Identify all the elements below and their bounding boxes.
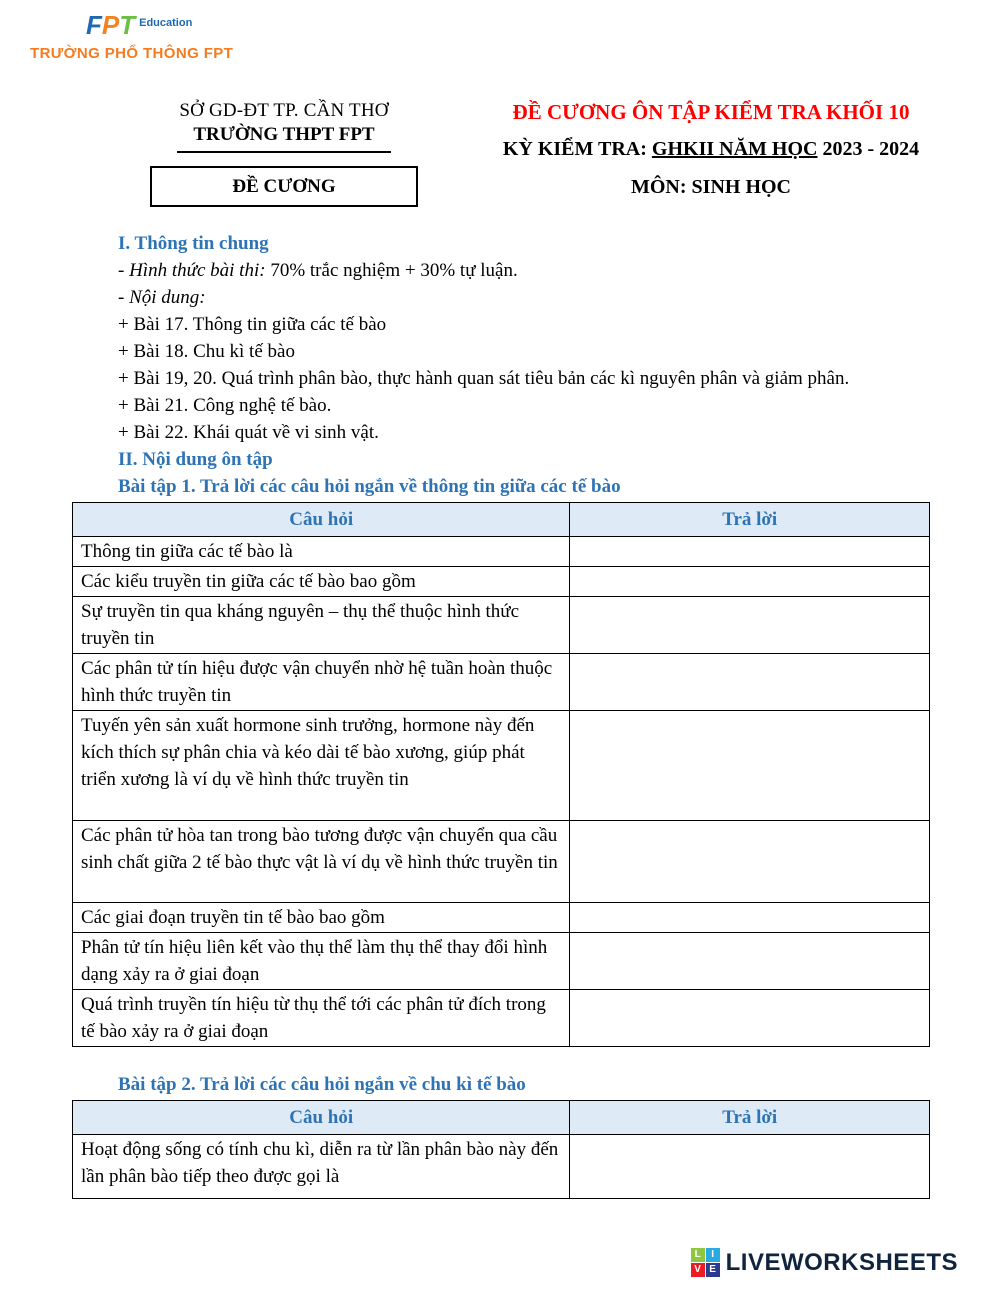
fpt-logo [86,10,233,38]
question-cell: Hoạt động sống có tính chu kì, diễn ra từ lần phân bào này đến lần phân bào tiếp theo được gọi là [73,1135,570,1199]
question-column-header: Câu hỏi [73,1101,570,1135]
table-header-row [73,503,930,537]
doc-type-label: ĐỀ CƯƠNG [232,176,336,197]
table-row [73,711,930,821]
answer-cell[interactable] [570,654,930,711]
lesson-item: + Bài 22. Khái quát về vi sinh vật. [118,422,379,443]
exam-subject: MÔN: SINH HỌC [631,176,791,198]
lesson-item: + Bài 21. Công nghệ tế bào. [118,395,332,416]
question-cell: Sự truyền tin qua kháng nguyên – thụ thể thuộc hình thức truyền tin [73,597,570,654]
content-label-line: - Nội dung: [118,287,206,308]
exercise-2-table [72,1100,930,1199]
answer-cell[interactable] [570,1135,930,1199]
exam-format-label: - Hình thức bài thi: [118,260,266,281]
exam-format-line [118,257,930,284]
question-cell: Các phân tử tín hiệu được vận chuyển nhờ hệ tuần hoàn thuộc hình thức truyền tin [73,654,570,711]
answer-cell[interactable] [570,567,930,597]
answer-column-header: Trả lời [570,1101,930,1135]
table-row [73,654,930,711]
fpt-logo-letter-f: F [86,10,102,40]
answer-cell[interactable] [570,990,930,1047]
header-left [150,100,418,207]
exercise-1-table [72,502,930,1047]
exam-term-suffix: 2023 - 2024 [817,138,920,160]
table-row [73,1135,930,1199]
liveworksheets-icon-letter-v: V [691,1263,705,1277]
table-row [73,933,930,990]
answer-cell[interactable] [570,903,930,933]
table-row [73,990,930,1047]
table-row [73,903,930,933]
fpt-education-label: Education [139,17,193,29]
exercise-2-title: Bài tập 2. Trả lời các câu hỏi ngắn về chu kì tế bào [118,1074,526,1095]
fpt-logo-letter-t: T [119,10,136,40]
department-name: SỞ GD-ĐT TP. CẦN THƠ [179,100,389,121]
liveworksheets-icon-letter-l: L [691,1248,705,1262]
question-cell: Các giai đoạn truyền tin tế bào bao gồm [73,903,570,933]
question-cell: Quá trình truyền tín hiệu từ thụ thể tới các phân tử đích trong tế bào xảy ra ở giai đoạn [73,990,570,1047]
school-name: TRƯỜNG THPT FPT [177,122,390,153]
lesson-item: + Bài 19, 20. Quá trình phân bào, thực hành quan sát tiêu bản các kì nguyên phân và giảm phân. [118,368,850,389]
table-row [73,597,930,654]
lesson-item: + Bài 18. Chu kì tế bào [118,341,295,362]
exam-term-underlined: GHKII NĂM HỌC [651,138,818,160]
question-cell: Phân tử tín hiệu liên kết vào thụ thể làm thụ thể thay đổi hình dạng xảy ra ở giai đoạn [73,933,570,990]
exercise-1-title: Bài tập 1. Trả lời các câu hỏi ngắn về thông tin giữa các tế bào [118,476,621,497]
document-body [72,230,930,1199]
table-row [73,821,930,903]
liveworksheets-icon-letter-e: E [706,1263,720,1277]
answer-cell[interactable] [570,711,930,821]
table-row [73,567,930,597]
doc-type-box [150,166,418,207]
answer-cell[interactable] [570,933,930,990]
school-name-line [150,122,418,153]
liveworksheets-logo [691,1248,958,1277]
question-cell: Các phân tử hòa tan trong bào tương được vận chuyển qua cầu sinh chất giữa 2 tế bào thực vật là ví dụ về hình thức truyền tin [73,821,570,903]
section-1-heading: I. Thông tin chung [118,233,269,254]
section-2-heading: II. Nội dung ôn tập [118,449,273,470]
liveworksheets-icon [691,1248,720,1277]
exam-term-line [465,138,957,161]
liveworksheets-icon-letter-i: I [706,1248,720,1262]
fpt-school-name: TRƯỜNG PHỔ THÔNG FPT [30,45,234,62]
answer-column-header: Trả lời [570,503,930,537]
table-header-row [73,1101,930,1135]
exam-format-value: 70% trắc nghiệm + 30% tự luận. [265,260,518,281]
exam-term-prefix: KỲ KIỂM TRA: [502,138,652,160]
fpt-education-logo [30,10,233,62]
table-row [73,537,930,567]
question-cell: Các kiểu truyền tin giữa các tế bào bao gồm [73,567,570,597]
answer-cell[interactable] [570,537,930,567]
question-column-header: Câu hỏi [73,503,570,537]
exam-review-title: ĐỀ CƯƠNG ÔN TẬP KIỂM TRA KHỐI 10 [512,100,910,124]
lesson-item: + Bài 17. Thông tin giữa các tế bào [118,314,387,335]
fpt-logo-letter-p: P [101,10,120,40]
liveworksheets-wordmark: LIVEWORKSHEETS [725,1248,958,1276]
answer-cell[interactable] [570,597,930,654]
question-cell: Tuyến yên sản xuất hormone sinh trưởng, hormone này đến kích thích sự phân chia và kéo dài tế bào xương, giúp phát triển xương là ví dụ về hình thức truyền tin [73,711,570,821]
answer-cell[interactable] [570,821,930,903]
question-cell: Thông tin giữa các tế bào là [73,537,570,567]
header-right [465,100,957,199]
